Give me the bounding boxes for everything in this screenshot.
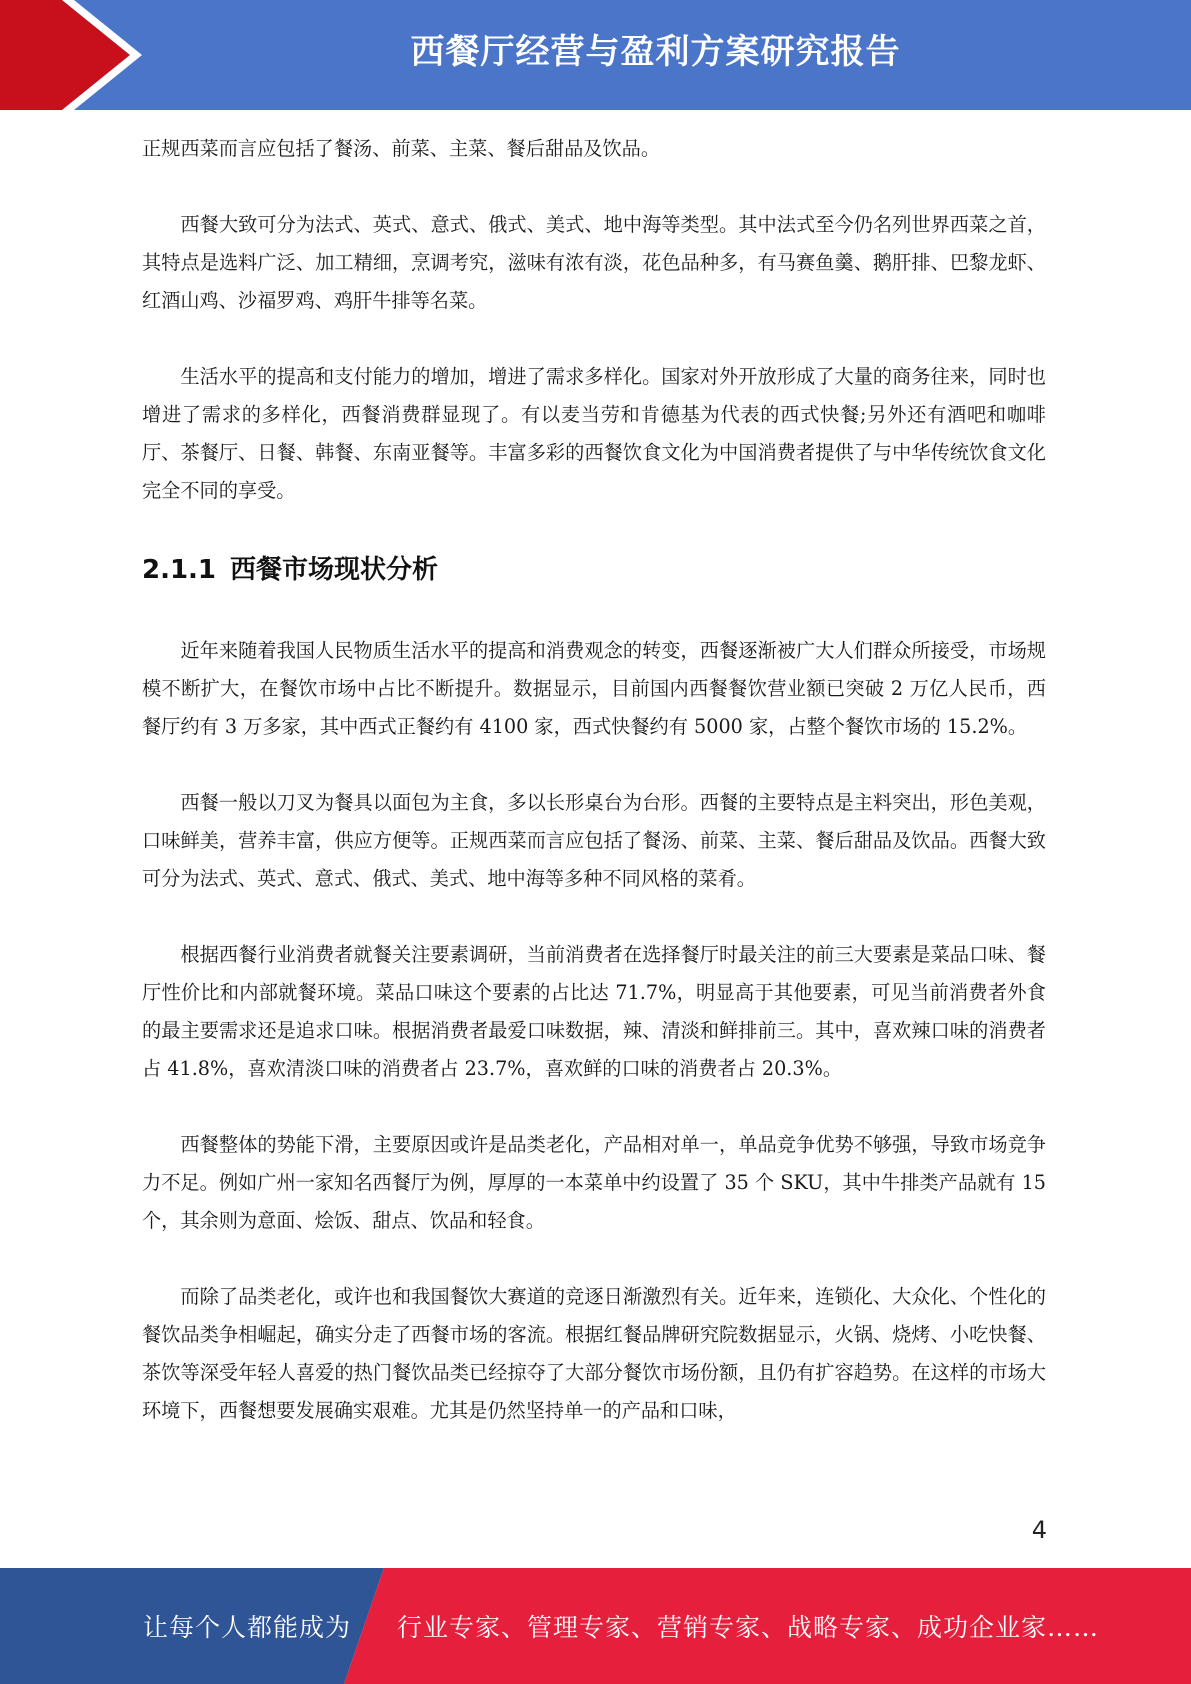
paragraph: 正规西菜而言应包括了餐汤、前菜、主菜、餐后甜品及饮品。 [142,137,661,160]
paragraph: 西餐大致可分为法式、英式、意式、俄式、美式、地中海等类型。其中法式至今仍名列世界西菜之首，其特点是选料广泛、加工精细，烹调考究，滋味有浓有淡，花色品种多，有马赛鱼羹、鹅肝排、巴黎龙虾、红酒山鸡、沙福罗鸡、鸡肝牛排等名菜。 [142,213,1046,312]
page-number: 4 [1031,1516,1047,1544]
paragraph: 近年来随着我国人民物质生活水平的提高和消费观念的转变，西餐逐渐被广大人们群众所接受，市场规模不断扩大，在餐饮市场中占比不断提升。数据显示，目前国内西餐餐饮营业额已突破 2 万亿人民币，西餐厅约有 3 万多家，其中西式正餐约有 4100 家，西式快餐约有 5000 家，占整个餐饮市场的 15.2%。 [142,639,1046,738]
page-footer [0,1568,1191,1684]
footer-slogan-left: 让每个人都能成为 [143,1613,352,1642]
paragraph: 西餐一般以刀叉为餐具以面包为主食，多以长形桌台为台形。西餐的主要特点是主料突出，形色美观，口味鲜美，营养丰富，供应方便等。正规西菜而言应包括了餐汤、前菜、主菜、餐后甜品及饮品。西餐大致可分为法式、英式、意式、俄式、美式、地中海等多种不同风格的菜肴。 [142,791,1046,890]
paragraph: 根据西餐行业消费者就餐关注要素调研，当前消费者在选择餐厅时最关注的前三大要素是菜品口味、餐厅性价比和内部就餐环境。菜品口味这个要素的占比达 71.7%，明显高于其他要素，可见当前消费者外食的最主要需求还是追求口味。根据消费者最爱口味数据，辣、清淡和鲜排前三。其中，喜欢辣口味的消费者占 41.8%，喜欢清淡口味的消费者占 23.7%，喜欢鲜的口味的消费者占 20.3%。 [142,943,1046,1080]
footer-slogan-right: 行业专家、管理专家、营销专家、战略专家、成功企业家…… [397,1613,1100,1642]
paragraph: 西餐整体的势能下滑，主要原因或许是品类老化，产品相对单一，单品竞争优势不够强，导致市场竞争力不足。例如广州一家知名西餐厅为例，厚厚的一本菜单中约设置了 35 个 SKU，其中牛排类产品就有 15 个，其余则为意面、烩饭、甜点、饮品和轻食。 [142,1133,1046,1232]
document-body [142,130,1046,1468]
report-title: 西餐厅经营与盈利方案研究报告 [410,32,901,72]
page-header [0,0,1191,110]
section-title: 西餐市场现状分析 [230,555,439,585]
paragraph: 生活水平的提高和支付能力的增加，增进了需求多样化。国家对外开放形成了大量的商务往来，同时也增进了需求的多样化，西餐消费群显现了。有以麦当劳和肯德基为代表的西式快餐;另外还有酒吧和咖啡厅、茶餐厅、日餐、韩餐、东南亚餐等。丰富多彩的西餐饮食文化为中国消费者提供了与中华传统饮食文化完全不同的享受。 [142,365,1046,502]
section-heading [142,548,1046,592]
header-arrow-decoration [0,0,160,110]
paragraph: 而除了品类老化，或许也和我国餐饮大赛道的竞逐日渐激烈有关。近年来，连锁化、大众化、个性化的餐饮品类争相崛起，确实分走了西餐市场的客流。根据红餐品牌研究院数据显示，火锅、烧烤、小吃快餐、茶饮等深受年轻人喜爱的热门餐饮品类已经掠夺了大部分餐饮市场份额，且仍有扩容趋势。在这样的市场大环境下，西餐想要发展确实艰难。尤其是仍然坚持单一的产品和口味， [142,1285,1046,1422]
section-number: 2.1.1 [142,555,217,585]
